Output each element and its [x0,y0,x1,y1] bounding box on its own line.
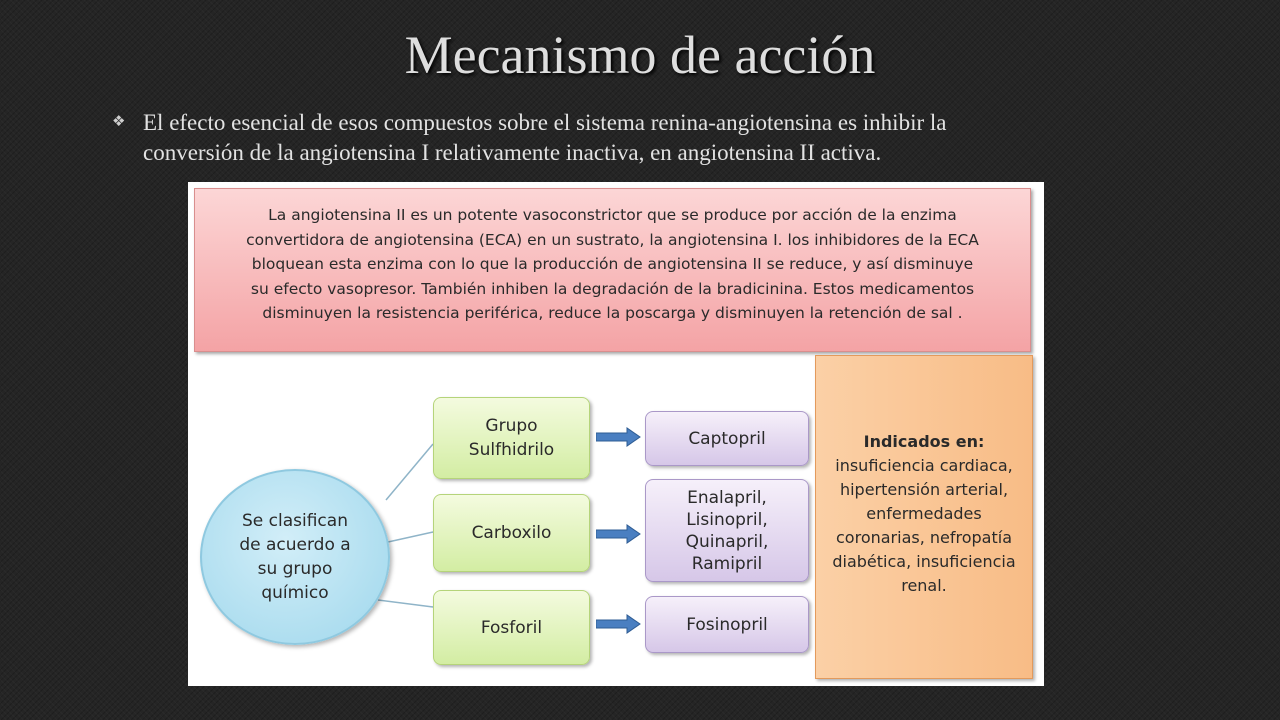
bullet-line: conversión de la angiotensina I relativamente inactiva, en angiotensina II activa. [143,140,882,165]
indication-line: enfermedades [866,504,982,523]
indication-line: renal. [901,576,947,595]
drug-label: Lisinopril, [686,509,768,530]
classification-line: Se clasifican [242,511,348,531]
bullet-text [143,108,1192,168]
classification-line: de acuerdo a [239,535,351,555]
bullet-point [112,108,1192,168]
classification-line: su grupo [257,559,333,579]
description-line: disminuyen la resistencia periférica, reduce la poscarga y disminuyen la retención de sal . [262,304,963,322]
drug-label: Fosinopril [686,614,768,635]
drug-label: Enalapril, [687,487,767,508]
description-line: La angiotensina II es un potente vasoconstrictor que se produce por acción de la enzima [268,206,957,224]
group-box-sulfhidrilo [433,397,590,479]
arrow-right-icon [596,524,641,544]
description-line: convertidora de angiotensina (ECA) en un sustrato, la angiotensina I. los inhibidores de la ECA [246,230,979,249]
drug-label: Captopril [688,428,766,449]
group-box-carboxilo [433,494,590,572]
drug-box-fosinopril [645,596,809,653]
connector-line-fosforil [378,600,433,607]
classification-circle [200,469,390,645]
group-label: Sulfhidrilo [468,440,555,460]
indications-box [815,355,1033,679]
bullet-line: El efecto esencial de esos compuestos sobre el sistema renina-angiotensina es inhibir la [143,110,947,135]
drug-box-carboxilo-group [645,479,809,582]
drug-box-captopril [645,411,809,466]
description-line: bloquean esta enzima con lo que la producción de angiotensina II se reduce, y así disminuye [251,255,974,273]
connector-line-carboxilo [388,532,433,542]
ace-inhibitor-diagram [188,182,1044,686]
indication-line: insuficiencia cardiaca, [835,456,1013,475]
drug-label: Ramipril [691,553,763,574]
slide-title: Mecanismo de acción [404,25,876,85]
description-line: su efecto vasopresor. También inhiben la degradación de la bradicinina. Estos medicamentos [250,279,975,298]
drug-label: Quinapril, [685,531,769,552]
arrow-right-icon [596,614,641,634]
group-label: Carboxilo [471,523,552,543]
group-label: Fosforil [480,617,543,638]
classification-line: químico [261,583,329,603]
group-box-fosforil [433,590,590,665]
indication-line: coronarias, nefropatía [836,528,1012,547]
indication-line: diabética, insuficiencia [832,552,1016,571]
indication-line: hipertensión arterial, [839,480,1009,499]
group-label: Grupo [485,416,538,436]
connector-line-sulfhidrilo [386,444,433,500]
diamond-bullet-icon: ❖ [112,112,126,130]
indications-heading: Indicados en: [863,432,985,451]
arrow-right-icon [596,427,641,447]
